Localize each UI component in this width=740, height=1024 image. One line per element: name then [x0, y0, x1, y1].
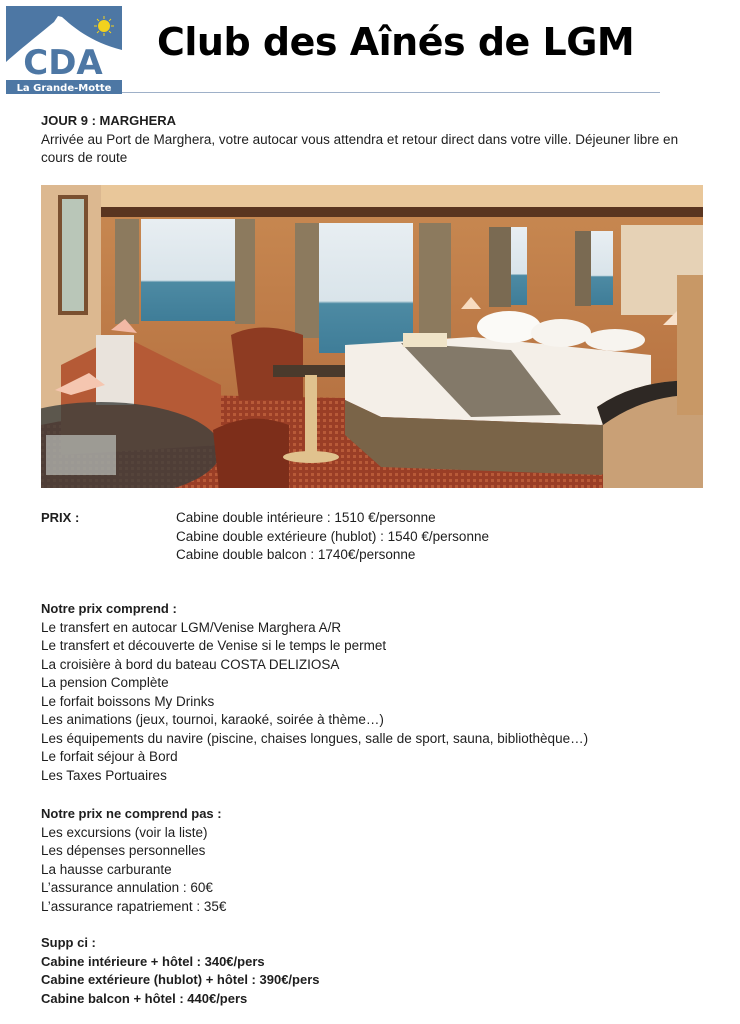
supplement-list: [41, 953, 721, 1009]
excluded-title: Notre prix ne comprend pas :: [41, 806, 222, 821]
included-item: La pension Complète: [41, 675, 169, 690]
excluded-item: L’assurance rapatriement : 35€: [41, 898, 227, 914]
included-item: Le forfait séjour à Bord: [41, 749, 178, 764]
page-title: Club des Aînés de LGM: [157, 20, 635, 64]
excluded-item: Les excursions (voir la liste): [41, 824, 208, 840]
supplement-section: [41, 934, 721, 1008]
excluded-item: Les dépenses personnelles: [41, 843, 206, 858]
included-item: La croisière à bord du bateau COSTA DELIZIOSA: [41, 656, 340, 672]
excluded-item: L’assurance annulation : 60€: [41, 880, 213, 895]
included-item: Les animations (jeux, tournoi, karaoké, soirée à thème…): [41, 712, 384, 727]
included-item: Le transfert et découverte de Venise si le temps le permet: [41, 638, 387, 653]
header-divider: [122, 92, 660, 93]
supplement-title: Supp ci :: [41, 935, 96, 950]
day-description: Arrivée au Port de Marghera, votre autocar vous attendra et retour direct dans votre ville. Déjeuner libre en cours de route: [41, 131, 679, 165]
price-label: PRIX :: [41, 510, 80, 525]
logo-subtitle: La Grande-Motte: [16, 83, 112, 94]
included-list: [41, 619, 721, 786]
price-item: Cabine double balcon : 1740€/personne: [176, 547, 416, 562]
included-item: Le transfert en autocar LGM/Venise Marghera A/R: [41, 619, 342, 635]
logo-letters: CDA: [23, 43, 103, 83]
price-list: [176, 509, 489, 565]
day-section: [41, 112, 711, 168]
included-section: [41, 600, 721, 785]
day-title: JOUR 9 : MARGHERA: [41, 113, 177, 128]
supplement-item: Cabine intérieure + hôtel : 340€/pers: [41, 953, 265, 969]
supplement-item: Cabine extérieure (hublot) + hôtel : 390€/pers: [41, 972, 320, 987]
included-item: Le forfait boissons My Drinks: [41, 693, 215, 709]
cda-logo: [6, 6, 122, 94]
included-item: Les équipements du navire (piscine, chaises longues, salle de sport, sauna, bibliothèque…): [41, 730, 589, 746]
price-item: Cabine double extérieure (hublot) : 1540 €/personne: [176, 528, 489, 544]
excluded-list: [41, 824, 721, 917]
supplement-item: Cabine balcon + hôtel : 440€/pers: [41, 990, 248, 1006]
excluded-section: [41, 805, 721, 916]
price-item: Cabine double intérieure : 1510 €/personne: [176, 510, 436, 525]
excluded-item: La hausse carburante: [41, 861, 172, 877]
included-title: Notre prix comprend :: [41, 601, 177, 616]
included-item: Les Taxes Portuaires: [41, 767, 167, 783]
cabin-photo: [41, 185, 703, 488]
